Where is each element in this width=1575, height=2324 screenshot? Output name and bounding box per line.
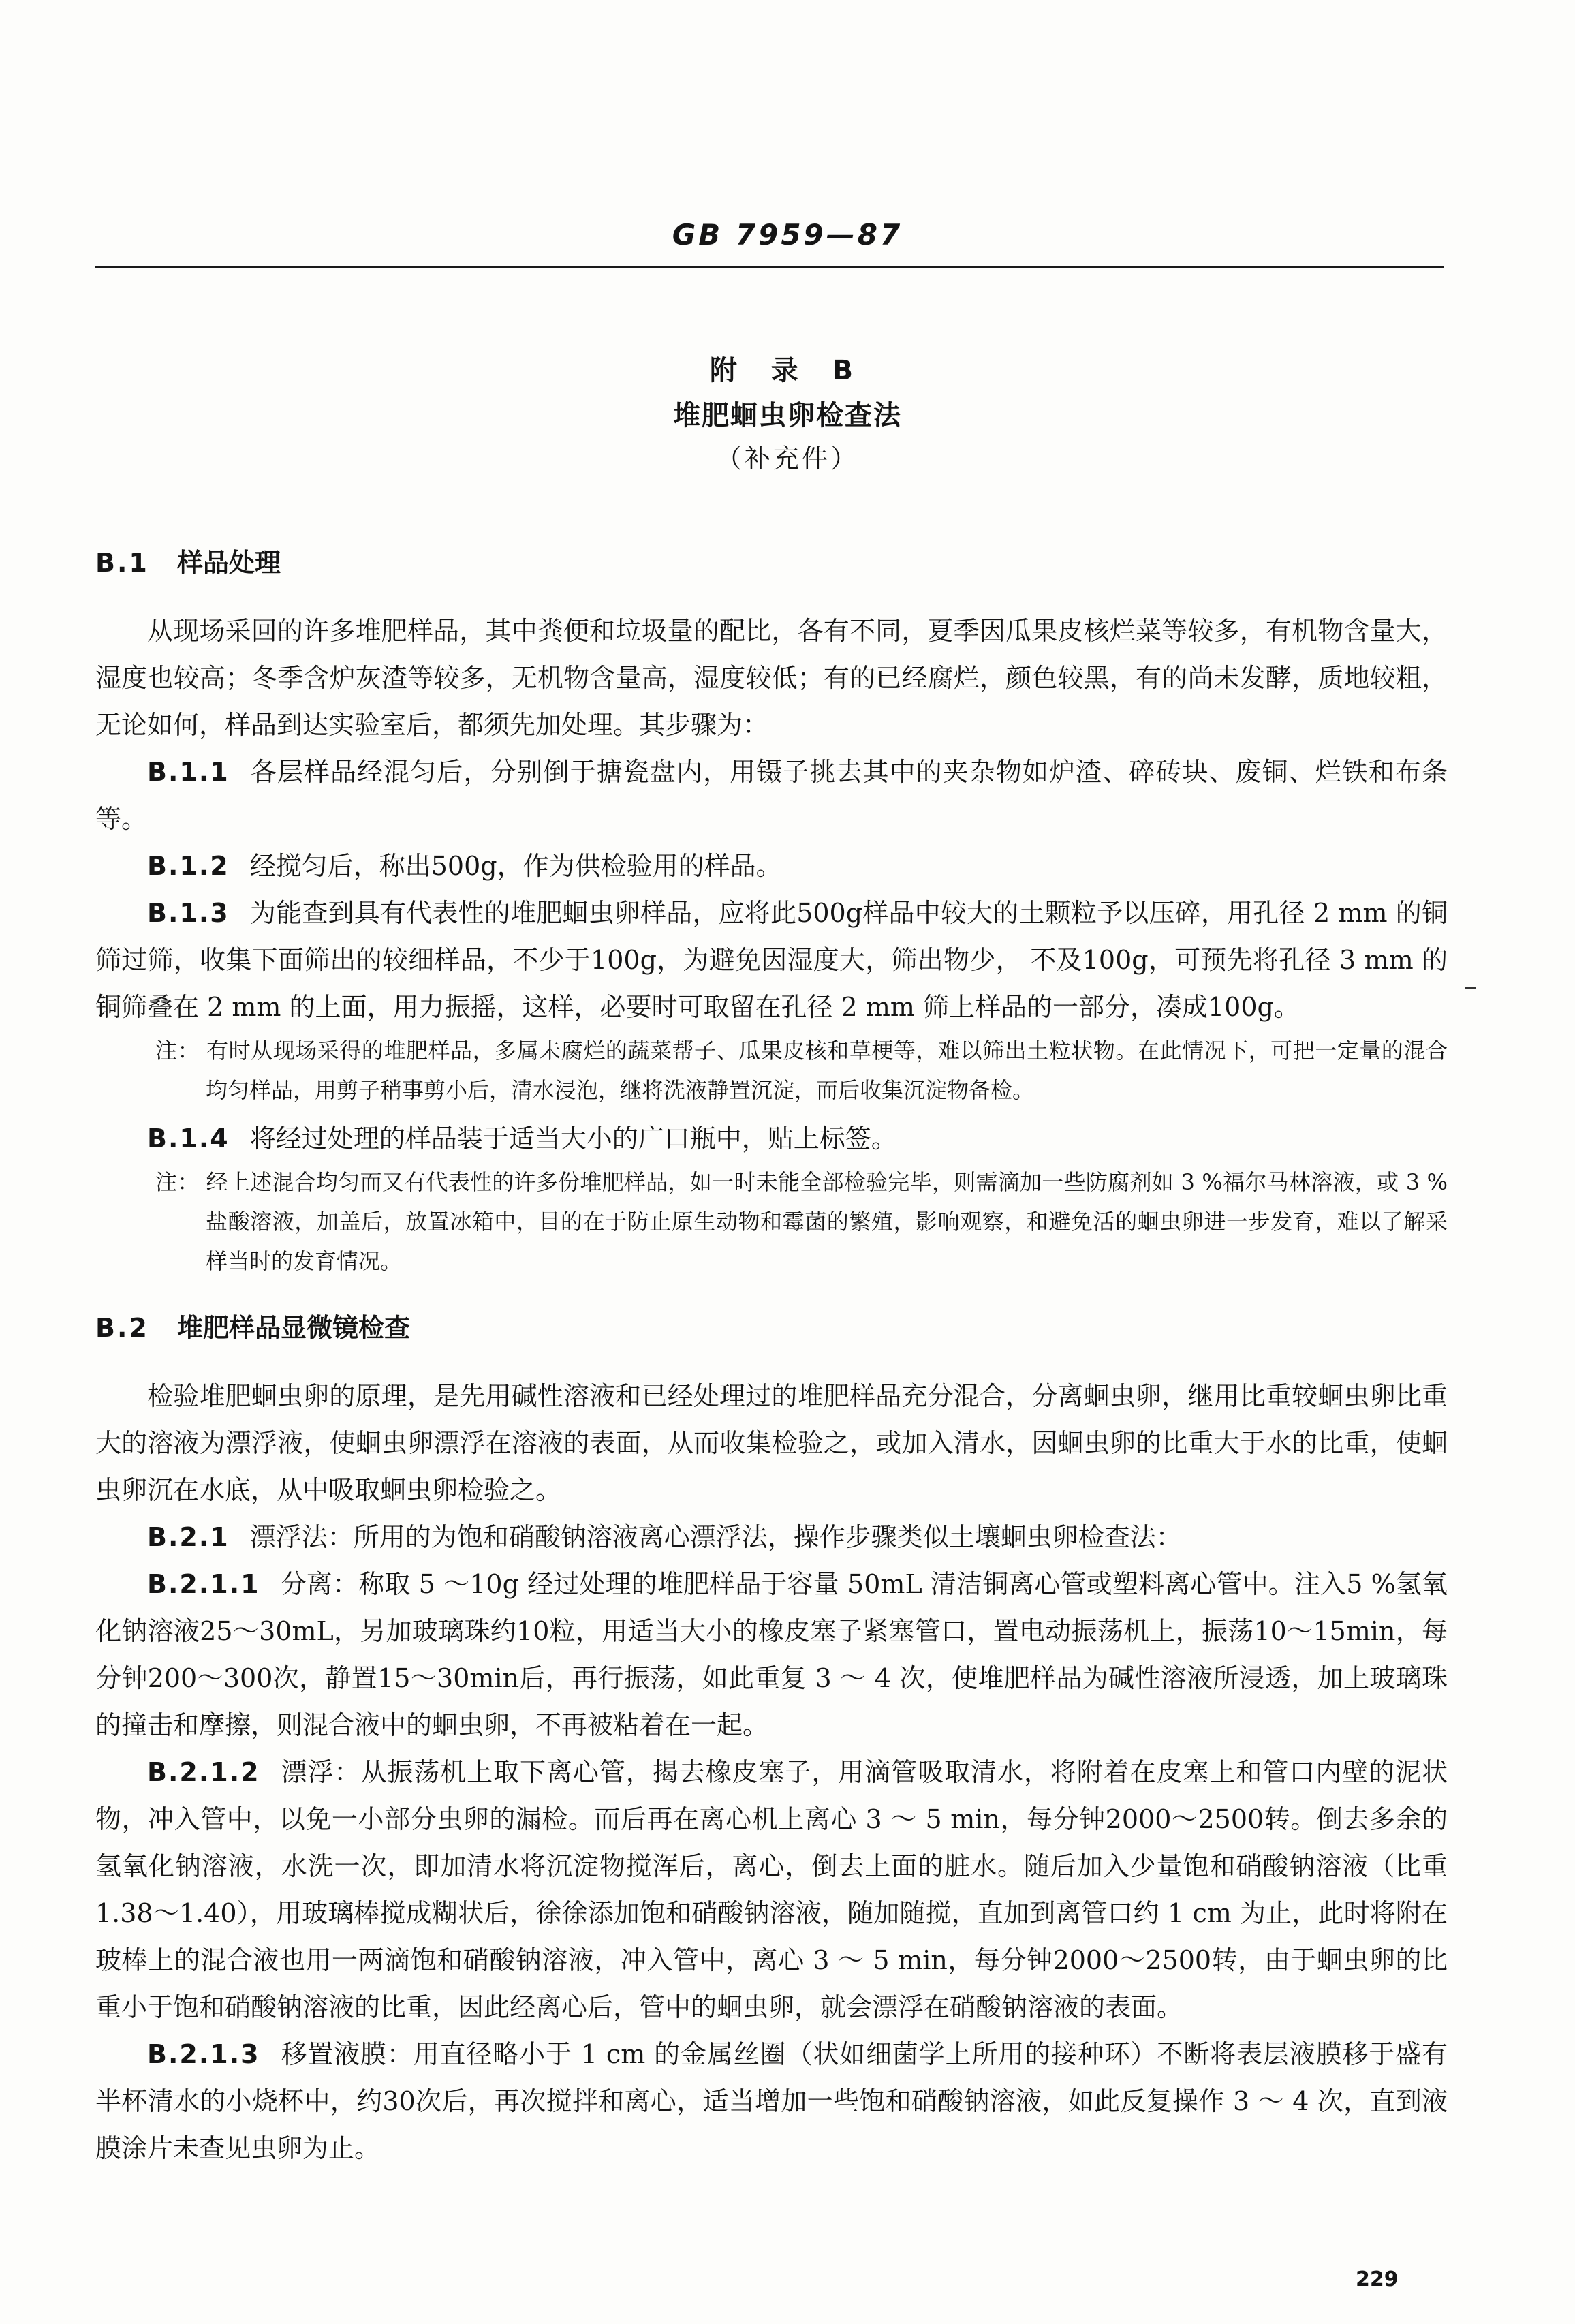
clause-text: 分离：称取 5 ～10g 经过处理的堆肥样品于容量 50mL 清洁铜离心管或塑料离心管中。注入5 %氢氧化钠溶液25～30mL，另加玻璃珠约10粒，用适当大小的橡皮塞子紧塞管口，置电动振荡机上，振荡10～15min，每分钟200～300次，静置15～30min后，再行振荡，如此重复 3 ～ 4 次，使堆肥样品为碱性溶液所浸透，加上玻璃珠的撞击和摩擦，则混合液中的蛔虫卵，不再被粘着在一起。 xyxy=(95,1569,1448,1740)
paragraph-b2-1-2 xyxy=(95,1749,1448,2031)
clause-number: B.2.1.3 xyxy=(147,2039,260,2069)
note-text: 经上述混合均匀而又有代表性的许多份堆肥样品，如一时未能全部检验完毕，则需滴加一些防腐剂如 3 %福尔马林溶液，或 3 %盐酸溶液，加盖后，放置冰箱中，目的在于防止原生动物和霉菌的繁殖，影响观察，和避免活的蛔虫卵进一步发育，难以了解采样当时的发育情况。 xyxy=(206,1169,1448,1274)
clause-number: B.2.1.2 xyxy=(147,1757,260,1787)
clause-number: B.1.2 xyxy=(147,851,230,881)
section-gap xyxy=(95,1286,1448,1307)
note-text: 有时从现场采得的堆肥样品，多属未腐烂的蔬菜帮子、瓜果皮核和草梗等，难以筛出土粒状物。在此情况下，可把一定量的混合均匀样品，用剪子稍事剪小后，清水浸泡，继将洗液静置沉淀，而后收集沉淀物备检。 xyxy=(206,1038,1448,1103)
note-b1-4 xyxy=(95,1162,1448,1281)
paragraph-b2-1 xyxy=(95,1514,1448,1561)
margin-mark xyxy=(1465,987,1476,989)
clause-text: 为能查到具有代表性的堆肥蛔虫卵样品，应将此500g样品中较大的土颗粒予以压碎，用孔径 2 mm 的铜筛过筛，收集下面筛出的较细样品，不少于100g，为避免因湿度大，筛出物少， 不及100g，可预先将孔径 3 mm 的铜筛叠在 2 mm 的上面，用力振摇，这样，必要时可取留在孔径 2 mm 筛上样品的一部分，凑成100g。 xyxy=(95,898,1448,1022)
section-title: 堆肥样品显微镜检查 xyxy=(177,1313,411,1343)
section-number: B.1 xyxy=(95,548,149,578)
page-number: 229 xyxy=(1356,2267,1399,2291)
clause-number: B.1.1 xyxy=(147,757,230,787)
clause-number: B.1.4 xyxy=(147,1124,230,1153)
paragraph-b2-1-1 xyxy=(95,1561,1448,1749)
clause-text: 各层样品经混匀后，分别倒于搪瓷盘内，用镊子挑去其中的夹杂物如炉渣、碎砖块、废铜、烂铁和布条等。 xyxy=(95,757,1448,834)
header-rule xyxy=(95,266,1444,268)
clause-number: B.2.1 xyxy=(147,1522,230,1552)
clause-number: B.1.3 xyxy=(147,898,230,928)
section-title: 样品处理 xyxy=(177,548,281,578)
clause-text: 移置液膜：用直径略小于 1 cm 的金属丝圈（状如细菌学上所用的接种环）不断将表层液膜移于盛有半杯清水的小烧杯中，约30次后，再次搅拌和离心，适当增加一些饱和硝酸钠溶液，如此反复操作 3 ～ 4 次，直到液膜涂片未查见虫卵为止。 xyxy=(95,2039,1448,2163)
paragraph-b1-2 xyxy=(95,843,1448,890)
paragraph-b2-intro: 检验堆肥蛔虫卵的原理，是先用碱性溶液和已经处理过的堆肥样品充分混合，分离蛔虫卵，继用比重较蛔虫卵比重大的溶液为漂浮液，使蛔虫卵漂浮在溶液的表面，从而收集检验之，或加入清水，因蛔虫卵的比重大于水的比重，使蛔虫卵沉在水底，从中吸取蛔虫卵检验之。 xyxy=(95,1381,1448,1505)
paragraph-b1-3 xyxy=(95,890,1448,1031)
clause-text: 漂浮：从振荡机上取下离心管，揭去橡皮塞子，用滴管吸取清水，将附着在皮塞上和管口内壁的泥状物，冲入管中，以免一小部分虫卵的漏检。而后再在离心机上离心 3 ～ 5 min，每分钟2000～2500转。倒去多余的氢氧化钠溶液，水洗一次，即加清水将沉淀物搅浑后，离心，倒去上面的脏水。随后加入少量饱和硝酸钠溶液（比重1.38～1.40），用玻璃棒搅成糊状后，徐徐添加饱和硝酸钠溶液，随加随搅，直加到离管口约 1 cm 为止，此时将附在玻棒上的混合液也用一两滴饱和硝酸钠溶液，冲入管中，离心 3 ～ 5 min，每分钟2000～2500转，由于蛔虫卵的比重小于饱和硝酸钠溶液的比重，因此经离心后，管中的蛔虫卵，就会漂浮在硝酸钠溶液的表面。 xyxy=(95,1757,1448,2022)
paragraph-b1-1 xyxy=(95,749,1448,843)
note-tag: 注： xyxy=(155,1038,200,1064)
clause-number: B.2.1.1 xyxy=(147,1569,260,1599)
appendix-title: 堆肥蛔虫卵检查法 xyxy=(673,400,902,431)
section-number: B.2 xyxy=(95,1313,149,1343)
paragraph-b1-4 xyxy=(95,1115,1448,1162)
clause-text: 漂浮法：所用的为饱和硝酸钠溶液离心漂浮法，操作步骤类似土壤蛔虫卵检查法： xyxy=(249,1522,1182,1552)
section-heading-b2 xyxy=(95,1307,1448,1344)
note-b1-3 xyxy=(95,1031,1448,1110)
paragraph-b1-intro: 从现场采回的许多堆肥样品，其中粪便和垃圾量的配比，各有不同，夏季因瓜果皮核烂菜等较多，有机物含量大，湿度也较高；冬季含炉灰渣等较多，无机物含量高，湿度较低；有的已经腐烂，颜色较黑，有的尚未发酵，质地较粗，无论如何，样品到达实验室后，都须先加处理。其步骤为： xyxy=(95,616,1448,740)
note-tag: 注： xyxy=(155,1169,200,1195)
clause-text: 将经过处理的样品装于适当大小的广口瓶中，贴上标签。 xyxy=(249,1124,897,1153)
section-heading-b1 xyxy=(95,542,1448,579)
appendix-note: （补充件） xyxy=(715,444,859,474)
clause-text: 经搅匀后，称出500g，作为供检验用的样品。 xyxy=(249,851,782,881)
document-body xyxy=(95,542,1448,2172)
standard-code: GB 7959—87 xyxy=(672,218,903,251)
paragraph-b2-1-3 xyxy=(95,2031,1448,2172)
appendix-label: 附 录 B xyxy=(709,355,866,386)
